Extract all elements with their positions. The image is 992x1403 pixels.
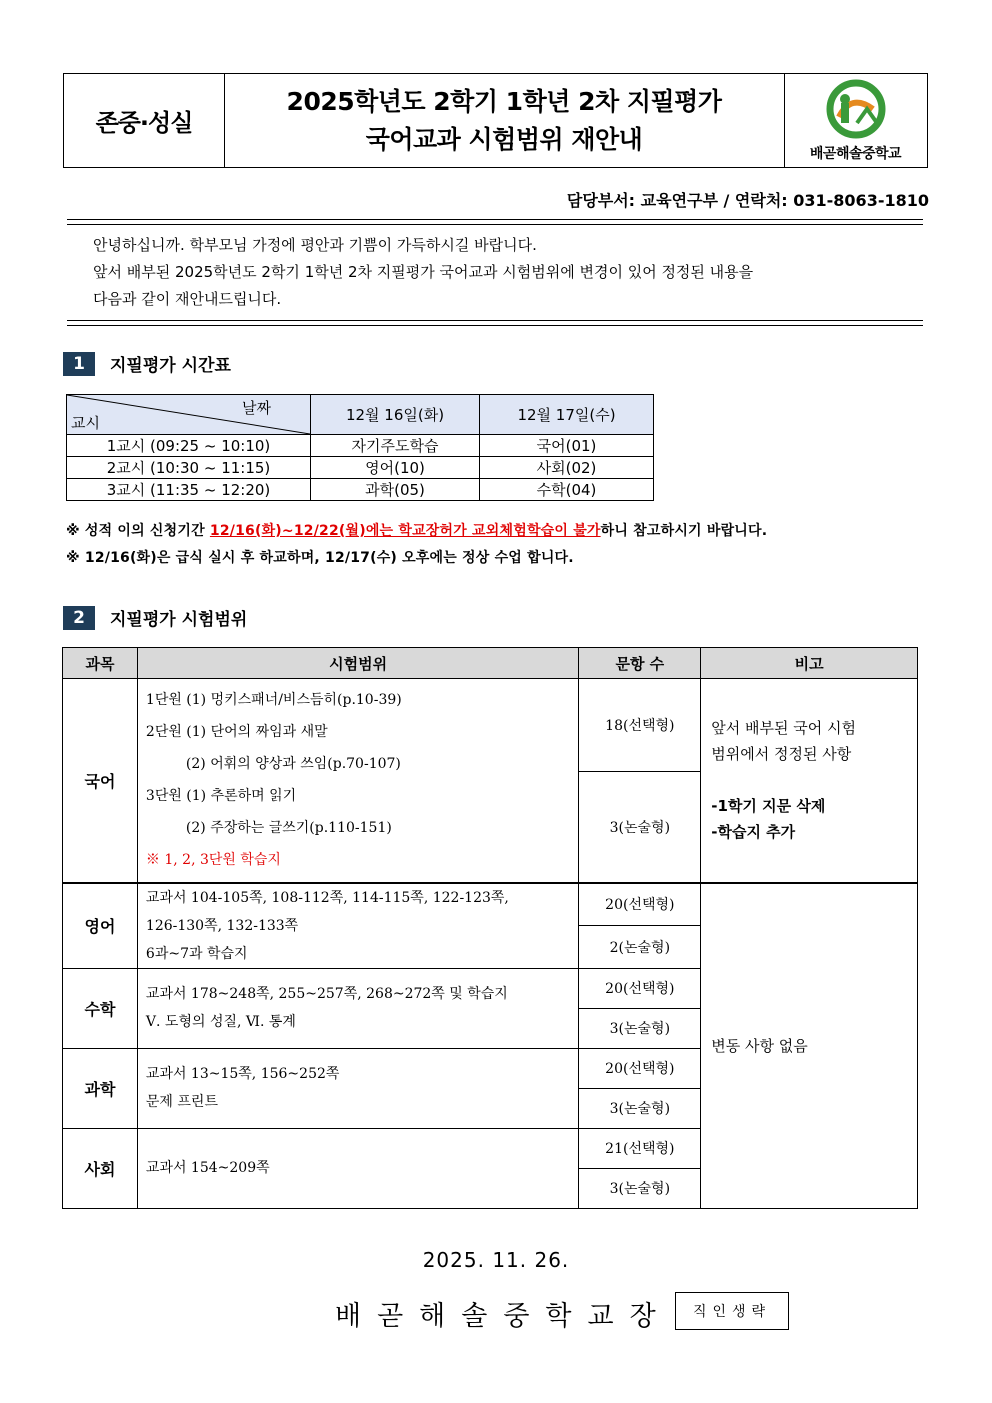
divider bbox=[67, 219, 923, 225]
range-line: 교과서 154~209쪽 bbox=[145, 1160, 270, 1176]
subject-cell: 영어(10) bbox=[311, 457, 480, 479]
section-1-heading bbox=[63, 351, 231, 376]
table-row bbox=[67, 457, 654, 479]
question-count: 21(선택형) bbox=[579, 1128, 701, 1168]
column-header: 비고 bbox=[701, 648, 918, 679]
school-logo-name: 배곧해솔중학교 bbox=[809, 146, 902, 162]
exam-range-table bbox=[62, 647, 918, 1209]
column-header: 문항 수 bbox=[579, 648, 701, 679]
table-row bbox=[63, 679, 918, 772]
math-range bbox=[137, 968, 578, 1048]
science-range bbox=[137, 1048, 578, 1128]
period-cell: 2교시 (10:30 ~ 11:15) bbox=[67, 457, 311, 479]
question-count: 3(논술형) bbox=[579, 772, 701, 883]
question-count: 2(논술형) bbox=[579, 925, 701, 968]
timetable-corner-cell bbox=[67, 395, 311, 435]
korean-remark bbox=[701, 679, 918, 883]
page-title bbox=[224, 74, 785, 167]
subject-cell: 자기주도학습 bbox=[311, 435, 480, 457]
seal-omitted-box: 직인생략 bbox=[675, 1292, 789, 1330]
section-title: 지필평가 시험범위 bbox=[110, 610, 248, 630]
range-line: 126-130쪽, 132-133쪽 bbox=[145, 917, 299, 934]
diagonal-line bbox=[67, 395, 310, 434]
school-logo bbox=[784, 74, 927, 167]
column-header: 과목 bbox=[63, 648, 138, 679]
divider bbox=[67, 320, 923, 326]
table-row bbox=[67, 479, 654, 501]
corner-period-label: 교시 bbox=[71, 414, 100, 432]
subject-math: 수학 bbox=[63, 968, 138, 1048]
school-motto: 존중·성실 bbox=[64, 74, 225, 167]
document-date: 2025. 11. 26. bbox=[422, 1248, 570, 1272]
range-line: 교과서 104-105쪽, 108-112쪽, 114-115쪽, 122-123쪽, bbox=[145, 889, 509, 906]
no-change-remark: 변동 사항 없음 bbox=[701, 883, 918, 1209]
subject-science: 과학 bbox=[63, 1048, 138, 1128]
signer-name: 배곧해솔중학교장 bbox=[335, 1301, 672, 1332]
remark-line: 범위에서 정정된 사항 bbox=[711, 745, 852, 764]
question-count: 20(선택형) bbox=[579, 1048, 701, 1088]
section-number: 1 bbox=[63, 352, 95, 376]
table-header-row bbox=[63, 648, 918, 679]
exam-timetable bbox=[66, 394, 654, 501]
remark-line: -학습지 추가 bbox=[711, 823, 796, 842]
document-header bbox=[63, 73, 928, 168]
range-line: 교과서 178~248쪽, 255~257쪽, 268~272쪽 및 학습지 bbox=[145, 986, 508, 1002]
question-count: 18(선택형) bbox=[579, 679, 701, 772]
contact-info: 담당부서: 교육연구부 / 연락처: 031-8063-1810 bbox=[566, 191, 929, 210]
remark-line: -1학기 지문 삭제 bbox=[711, 797, 826, 816]
range-line: (2) 어휘의 양상과 쓰임(p.70-107) bbox=[185, 756, 401, 773]
corner-date-label: 날짜 bbox=[242, 399, 271, 417]
subject-korean: 국어 bbox=[63, 679, 138, 883]
subject-english: 영어 bbox=[63, 883, 138, 969]
date-header: 12월 17일(수) bbox=[480, 395, 654, 435]
table-row bbox=[67, 435, 654, 457]
intro-line: 다음과 같이 재안내드립니다. bbox=[93, 290, 282, 308]
table-row bbox=[63, 883, 918, 926]
section-title: 지필평가 시간표 bbox=[110, 356, 231, 376]
english-range bbox=[137, 883, 578, 969]
note-text: 하니 참고하시기 바랍니다. bbox=[600, 523, 768, 539]
intro-paragraph bbox=[93, 232, 753, 313]
intro-line: 앞서 배부된 2025학년도 2학기 1학년 2차 지필평가 국어교과 시험범위에 변경이 있어 정정된 내용을 bbox=[93, 263, 754, 281]
question-count: 20(선택형) bbox=[579, 883, 701, 926]
column-header: 시험범위 bbox=[137, 648, 578, 679]
intro-line: 안녕하십니까. 학부모님 가정에 평안과 기쁨이 가득하시길 바랍니다. bbox=[93, 236, 537, 254]
date-header: 12월 16일(화) bbox=[311, 395, 480, 435]
section-2-heading bbox=[63, 605, 247, 630]
subject-cell: 수학(04) bbox=[480, 479, 654, 501]
title-line-2: 국어교과 시험범위 재안내 bbox=[365, 124, 643, 154]
korean-range bbox=[137, 679, 578, 883]
subject-cell: 사회(02) bbox=[480, 457, 654, 479]
note-appeal-period bbox=[66, 520, 767, 540]
subject-cell: 국어(01) bbox=[480, 435, 654, 457]
school-emblem-icon bbox=[821, 79, 891, 141]
question-count: 3(논술형) bbox=[579, 1168, 701, 1208]
range-line: 교과서 13~15쪽, 156~252쪽 bbox=[145, 1066, 340, 1082]
range-line: 3단원 (1) 추론하며 읽기 bbox=[145, 788, 297, 805]
range-line: 문제 프린트 bbox=[145, 1094, 218, 1110]
question-count: 3(논술형) bbox=[579, 1008, 701, 1048]
subject-social: 사회 bbox=[63, 1128, 138, 1208]
range-line: (2) 주장하는 글쓰기(p.110-151) bbox=[185, 820, 392, 837]
social-range bbox=[137, 1128, 578, 1208]
question-count: 3(논술형) bbox=[579, 1088, 701, 1128]
section-number: 2 bbox=[63, 606, 95, 630]
subject-cell: 과학(05) bbox=[311, 479, 480, 501]
range-highlight: ※ 1, 2, 3단원 학습지 bbox=[145, 852, 281, 869]
range-line: 6과~7과 학습지 bbox=[145, 945, 248, 962]
question-count: 20(선택형) bbox=[579, 968, 701, 1008]
period-cell: 3교시 (11:35 ~ 12:20) bbox=[67, 479, 311, 501]
note-lunch: ※ 12/16(화)은 급식 실시 후 하교하며, 12/17(수) 오후에는 정상 수업 합니다. bbox=[66, 550, 574, 566]
period-cell: 1교시 (09:25 ~ 10:10) bbox=[67, 435, 311, 457]
range-line: 1단원 (1) 멍키스패너/비스듬히(p.10-39) bbox=[145, 692, 402, 709]
remark-line: 앞서 배부된 국어 시험 bbox=[711, 719, 856, 738]
note-text: ※ 성적 이의 신청기간 bbox=[66, 523, 210, 539]
range-line: 2단원 (1) 단어의 짜임과 새말 bbox=[145, 724, 328, 741]
note-highlight: 12/16(화)~12/22(월)에는 학교장허가 교외체험학습이 불가 bbox=[209, 523, 601, 539]
range-line: Ⅴ. 도형의 성질, Ⅵ. 통계 bbox=[145, 1014, 296, 1030]
title-line-1: 2025학년도 2학기 1학년 2차 지필평가 bbox=[286, 86, 722, 116]
